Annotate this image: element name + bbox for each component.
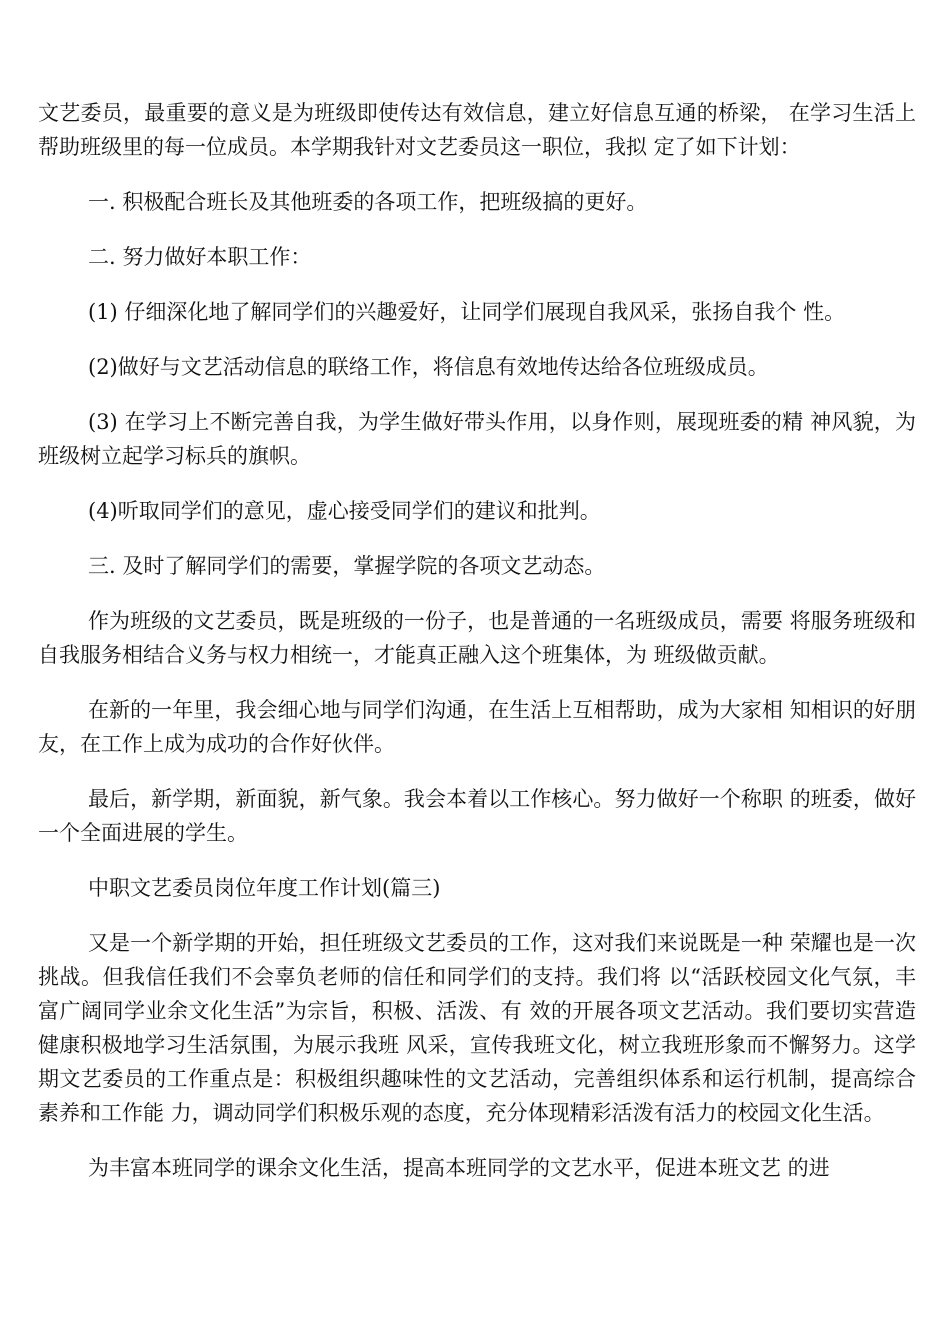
plan-item-one: 一. 积极配合班长及其他班委的各项工作，把班级搞的更好。	[88, 190, 648, 214]
plan-item-three: 三. 及时了解同学们的需要，掌握学院的各项文艺动态。	[88, 554, 606, 578]
subitem-4: (4)听取同学们的意见，虚心接受同学们的建议和批判。	[88, 499, 601, 523]
section-heading: 中职文艺委员岗位年度工作计划(篇三)	[88, 876, 441, 900]
subitem-2: (2)做好与文艺活动信息的联络工作，将信息有效地传达给各位班级成员。	[88, 355, 769, 379]
paragraph-new-semester: 又是一个新学期的开始，担任班级文艺委员的工作，这对我们来说既是一种 荣耀也是一次挑战。但我信任我们不会辜负老师的信任和同学们的支持。我们将 以“活跃校园文化气氛，丰富广阔同学业余文化生活”为宗旨，积极、活泼、有 效的开展各项文艺活动。我们要切实营造健康积极地学习生活氛围，为展示我班 风采，宣传我班文化，树立我班形象而不懈努力。这学期文艺委员的工作重点是：积极组织趣味性的文艺活动，完善组织体系和运行机制，提高综合素养和工作能 力，调动同学们积极乐观的态度，充分体现精彩活泼有活力的校园文化生活。	[38, 931, 916, 1125]
paragraph-enrich: 为丰富本班同学的课余文化生活，提高本班同学的文艺水平，促进本班文艺 的进	[88, 1156, 830, 1180]
paragraph-role: 作为班级的文艺委员，既是班级的一份子，也是普通的一名班级成员，需要 将服务班级和自我服务相结合义务与权力相统一，才能真正融入这个班集体，为 班级做贡献。	[38, 609, 916, 667]
paragraph-new-year: 在新的一年里，我会细心地与同学们沟通，在生活上互相帮助，成为大家相 知相识的好朋友，在工作上成为成功的合作好伙伴。	[38, 698, 916, 756]
subitem-3: (3) 在学习上不断完善自我，为学生做好带头作用，以身作则，展现班委的精 神风貌，为班级树立起学习标兵的旗帜。	[38, 410, 917, 468]
paragraph-intro: 文艺委员，最重要的意义是为班级即使传达有效信息，建立好信息互通的桥梁， 在学习生活上帮助班级里的每一位成员。本学期我针对文艺委员这一职位，我拟 定了如下计划：	[38, 101, 916, 159]
paragraph-closing: 最后，新学期，新面貌，新气象。我会本着以工作核心。努力做好一个称职 的班委，做好一个全面进展的学生。	[38, 787, 916, 845]
plan-item-two: 二. 努力做好本职工作：	[88, 245, 312, 269]
subitem-1: (1) 仔细深化地了解同学们的兴趣爱好，让同学们展现自我风采，张扬自我个 性。	[88, 300, 846, 324]
